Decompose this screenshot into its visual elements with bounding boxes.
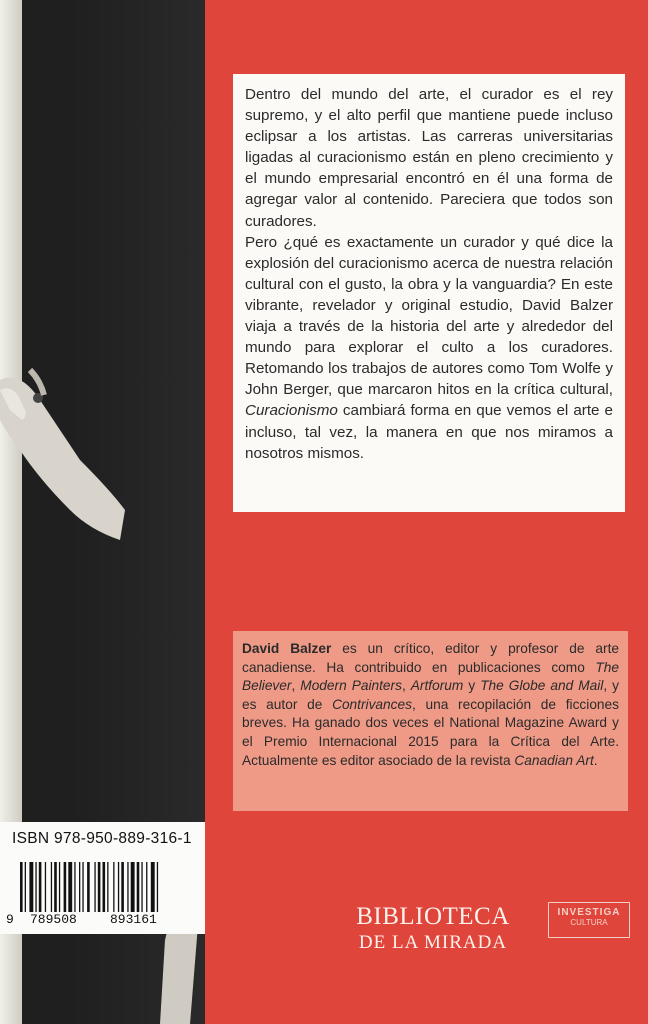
barcode-bar <box>157 862 158 912</box>
barcode-bar <box>118 862 119 912</box>
barcode-bar <box>103 862 106 912</box>
barcode-digits-left: 789508 <box>30 912 77 927</box>
barcode-bar <box>35 862 36 912</box>
publication-name: Modern Painters <box>300 678 402 694</box>
barcode-bar <box>54 862 57 912</box>
synopsis-paragraph-1: Dentro del mundo del arte, el curador es el rey supremo, y el alto perfil que mantiene puede incluso eclipsar a los artistas. Las carreras universitarias ligadas al curacionismo están en pleno crecimiento y el mundo empresarial encontró en él una forma de agregar valor al contenido. Pareciera que todos son curadores. <box>245 86 613 230</box>
author-bio-text <box>242 640 619 770</box>
bio-text: y <box>468 678 476 694</box>
barcode-bar <box>141 862 142 912</box>
series-logo <box>343 904 523 956</box>
barcode-bar <box>137 862 140 912</box>
bio-text: , <box>291 678 296 694</box>
barcode-bar <box>64 862 67 912</box>
bio-text: es un crítico, editor y profesor de arte canadiense. Ha contribuido en publicaciones como <box>242 641 619 675</box>
barcode-bar <box>107 862 108 912</box>
synopsis-box <box>233 74 625 512</box>
barcode-bar <box>127 862 128 912</box>
book-name: Contrivances <box>332 696 412 712</box>
barcode-bar <box>68 862 72 912</box>
series-title-line2: DE LA MIRADA <box>358 932 508 953</box>
barcode-bar <box>82 862 83 912</box>
publication-name: Artforum <box>410 678 464 694</box>
synopsis-text-b: cambiará forma en que vemos el arte e incluso, tal vez, la manera en que nos miramos a nosotros mismos. <box>245 402 613 462</box>
author-name: David Balzer <box>242 641 332 656</box>
publication-name: The Globe and Mail <box>480 678 604 694</box>
barcode-bars <box>20 862 195 912</box>
publication-name: Canadian Art <box>514 752 594 768</box>
bio-text: . <box>593 752 598 768</box>
bio-text: , y es autor de <box>242 678 619 712</box>
barcode-bar <box>74 862 75 912</box>
synopsis-text-a: Pero ¿qué es exactamente un curador y qué dice la explosión del curacionismo acerca de nuestra relación cultural con el gusto, la obra y la vanguardia? En este vibrante, revelador y original estudio, David Balzer viaja a través de la historia del arte y alrededor del mundo para explorar el culto a los curadores. Retomando los trabajos de autores como Tom Wolfe y John Berger, que marcaron hitos en la crítica cultural, <box>245 233 613 399</box>
barcode-bar <box>39 862 42 912</box>
barcode-bar <box>20 862 23 912</box>
barcode-bar <box>45 862 46 912</box>
barcode-bar <box>25 862 26 912</box>
barcode-bar <box>131 862 135 912</box>
publisher-logo-line2: CULTURA <box>570 918 608 927</box>
barcode-label <box>0 822 205 934</box>
barcode-bar <box>79 862 80 912</box>
barcode-bar <box>51 862 52 912</box>
barcode-digit-first: 9 <box>6 912 14 927</box>
author-bio-box <box>233 631 628 811</box>
barcode-bar <box>151 862 155 912</box>
barcode-bar <box>98 862 101 912</box>
hand-photo-illustration <box>0 360 205 560</box>
series-title-line1: BIBLIOTECA <box>356 903 510 930</box>
barcode-bar <box>29 862 33 912</box>
publisher-logo-line1: INVESTIGA <box>557 907 621 918</box>
barcode-bar <box>113 862 114 912</box>
barcode-bar <box>146 862 147 912</box>
barcode-bar <box>94 862 95 912</box>
barcode-digits-right: 893161 <box>110 912 157 927</box>
book-title-italic: Curacionismo <box>245 402 338 420</box>
isbn-number: ISBN 978-950-889-316-1 <box>12 830 192 847</box>
barcode-bar <box>87 862 90 912</box>
bio-text: , <box>401 678 406 694</box>
publisher-logo <box>548 902 630 938</box>
barcode-bar <box>121 862 124 912</box>
bio-text: , una recopilación de ficciones breves. Ha ganado dos veces el National Magazine Award y el Premio Internacional 2015 para la Crítica del Arte. Actualmente es editor asociado de la revista <box>242 696 620 768</box>
synopsis-paragraph-2 <box>245 232 613 464</box>
barcode-bar <box>59 862 60 912</box>
publication-name: The Believer <box>242 659 619 694</box>
